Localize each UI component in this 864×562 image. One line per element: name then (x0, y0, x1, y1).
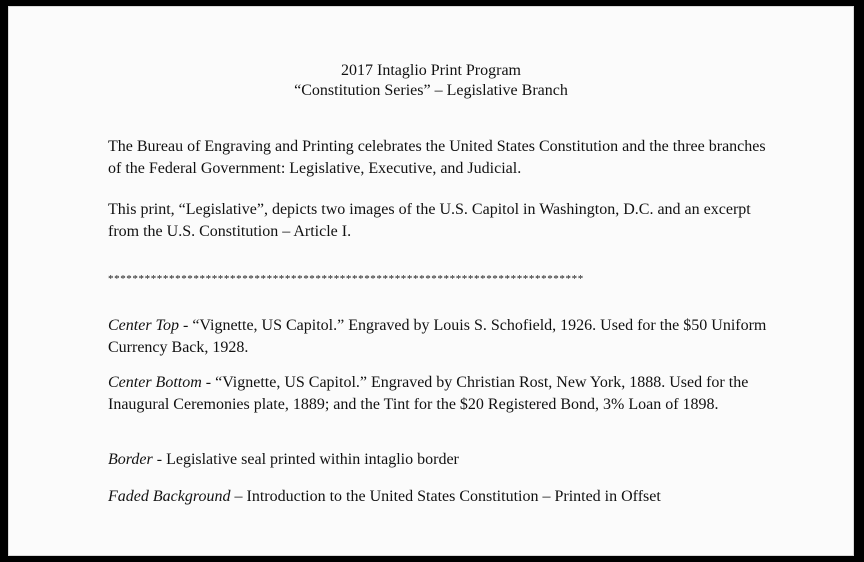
credit-label: Center Top (108, 317, 179, 334)
credit-text: - “Vignette, US Capitol.” Engraved by Christian Rost, New York, 1888. Used for the Inaugural Ceremonies plate, 1889; and the Tint for the $20 Registered Bond, 3% Loan of 1898. (108, 374, 749, 413)
credit-text: – Introduction to the United States Constitution – Printed in Offset (230, 488, 661, 505)
program-title: 2017 Intaglio Print Program (341, 62, 521, 79)
credit-faded-background (108, 486, 768, 508)
credit-center-bottom (108, 372, 768, 416)
credit-text: - “Vignette, US Capitol.” Engraved by Louis S. Schofield, 1926. Used for the $50 Uniform Currency Back, 1928. (108, 317, 767, 356)
credit-text: - Legislative seal printed within intaglio border (152, 451, 459, 468)
credit-border (108, 449, 768, 471)
series-title: “Constitution Series” – Legislative Branch (294, 82, 568, 99)
credit-center-top (108, 315, 768, 359)
asterisk-separator: ****************************************************************************** (108, 273, 584, 285)
credit-label: Border (108, 451, 153, 468)
credit-label: Faded Background (108, 488, 231, 505)
intro-paragraph: The Bureau of Engraving and Printing celebrates the United States Constitution and the three branches of the Federal Government: Legislative, Executive, and Judicial. (108, 138, 766, 177)
print-description-paragraph: This print, “Legislative”, depicts two images of the U.S. Capitol in Washington, D.C. and an excerpt from the U.S. Constitution – Article I. (108, 201, 751, 240)
document-header (8, 61, 854, 101)
print-description-card (8, 6, 854, 556)
credit-label: Center Bottom (108, 374, 202, 391)
